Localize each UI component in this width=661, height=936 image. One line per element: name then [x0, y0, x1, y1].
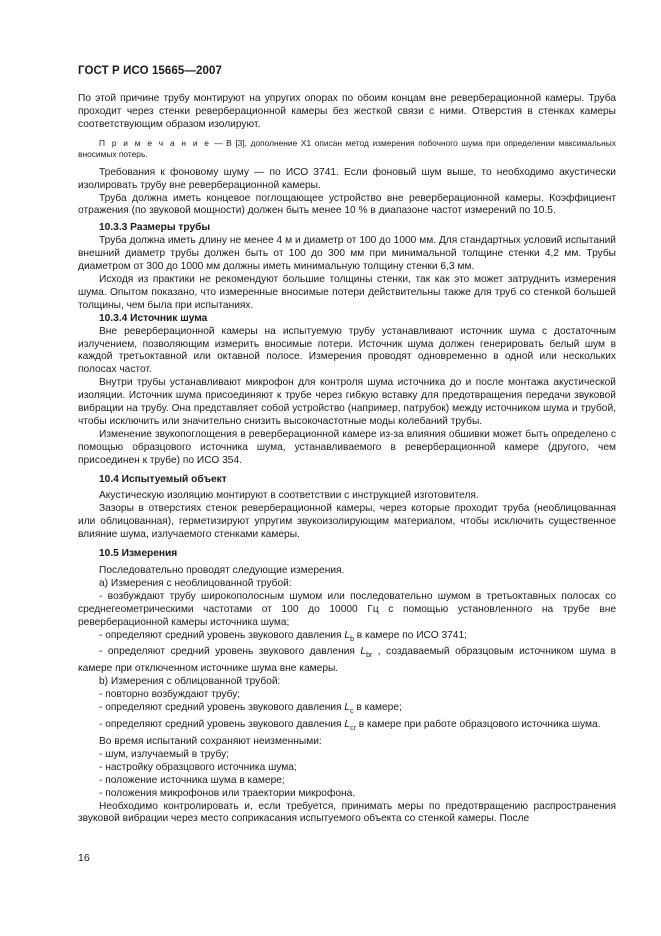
- list-item: - положение источника шума в камере;: [99, 774, 285, 786]
- paragraph: Необходимо контролировать и, если требуется, принимать меры по предотвращению распространения звуковой вибрации через место соприкасания испытуемого объекта со стенкой камеры. После: [78, 800, 616, 825]
- paragraph: По этой причине трубу монтируют на упругих опорах по обоим концам вне реверберационной камеры. Труба проходит через стенки реверберационной камеры без жесткой связи с ними. Отверстия в стенках камеры соответствующим образом изолируют.: [78, 93, 616, 130]
- list-item: - определяют средний уровень звукового давления $L_b$ в камере по ИСО 3741;: [99, 629, 467, 643]
- paragraph: Вне реверберационной камеры на испытуемую трубу устанавливают источник шума с достаточным излучением, позволяющим измерить вносимые потери. Источник шума должен генерировать белый шум в каждой третьоктавной или октавной полосе. Измерения проводят одновременно в одной или нескольких полосах частот.: [78, 325, 616, 376]
- paragraph: Исходя из практики не рекомендуют большие толщины стенки, так как это может затруднить измерения шума. Опытом показано, что измеренные вносимые потери действительны также для труб со стенкой большей толщины, чем была при испытаниях.: [78, 273, 616, 311]
- list-item: - шум, излучаемый в трубу;: [99, 748, 230, 760]
- list-item: - определяют средний уровень звукового давления $L_{br}$ , создаваемый образцовым источником шума в камере при отключенном источнике шума вне камеры.: [78, 646, 616, 675]
- paragraph: Зазоры в отверстиях стенок реверберационной камеры, через которые проходит труба (необлицованная или облицованная), герметизируют упругим звукоизолирующим материалом, чтобы исключить существенное влияние шума, излучаемого стенками камеры.: [78, 503, 616, 541]
- page-title: ГОСТ Р ИСО 15665—2007: [78, 65, 223, 77]
- list-item: - настройку образцового источника шума;: [99, 761, 297, 773]
- page-number: 16: [78, 852, 90, 864]
- section-heading: 10.3.3 Размеры трубы: [99, 222, 211, 234]
- section-heading: 10.5 Измерения: [99, 548, 178, 560]
- note: [78, 138, 616, 160]
- list-item: - повторно возбуждают трубу;: [99, 689, 241, 701]
- section-heading: 10.4 Испытуемый объект: [99, 473, 227, 485]
- note-text: — В [3], дополнение Х1 описан метод измерения побочного шума при определении максимальных вносимых потерь.: [78, 137, 616, 159]
- note-label: П р и м е ч а н и е: [99, 137, 211, 148]
- paragraph: Акустическую изоляцию монтируют в соответствии с инструкцией изготовителя.: [99, 490, 479, 502]
- list-item: - определяют средний уровень звукового давления $L_c$ в камере;: [99, 702, 402, 716]
- list-item: - положения микрофонов или траектории микрофона.: [99, 787, 356, 799]
- paragraph: Требования к фоновому шуму — по ИСО 3741. Если фоновый шум выше, то необходимо акустически изолировать трубу вне реверберационной камеры.: [78, 166, 616, 191]
- paragraph: Труба должна иметь длину не менее 4 м и диаметр от 100 до 1000 мм. Для стандартных условий испытаний внешний диаметр трубы должен быть от 100 до 300 мм при минимальной толщине стенки 4,2 мм. Трубы диаметром от 300 до 1000 мм должны иметь минимальную толщину стенки 6,3 мм.: [78, 235, 616, 273]
- paragraph: Во время испытаний сохраняют неизменными:: [99, 736, 322, 747]
- paragraph: Внутри трубы устанавливают микрофон для контроля шума источника до и после монтажа акустической изоляции. Источник шума присоединяют к трубе через гибкую вставку для предотвращения передачи звуковой вибрации на трубу. Она представляет собой устройство (например, патрубок) между источником шума и трубой, чтобы исключить или значительно снизить высокочастотные моды колебаний трубы.: [78, 377, 616, 427]
- paragraph: Труба должна иметь концевое поглощающее устройство вне реверберационной камеры. Коэффициент отражения (по звуковой мощности) должен быть менее 10 % в диапазоне частот измерений по 10.5.: [78, 192, 616, 217]
- section-heading: 10.3.4 Источник шума: [99, 312, 208, 324]
- paragraph: Последовательно проводят следующие измерения.: [99, 565, 345, 576]
- document-body: [78, 93, 616, 826]
- paragraph: Изменение звукопоглощения в реверберационной камере из-за влияния обшивки может быть определено с помощью образцового источника шума, устанавливаемого в реверберационной камере (другого, чем присоединен к трубе) по ИСО 354.: [78, 428, 616, 466]
- list-item: a) Измерения с необлицованной трубой:: [99, 577, 292, 589]
- list-item: - определяют средний уровень звукового давления $L_{cr}$ в камере при работе образцового источника шума.: [99, 719, 601, 733]
- list-item: b) Измерения с облицованной трубой:: [99, 676, 281, 688]
- list-item: - возбуждают трубу широкополосным шумом или последовательно шумом в третьоктавных полосах со среднегеометрическими частотами от 100 до 10000 Гц с помощью установленного на трубе вне реверберационной камеры источника шума;: [78, 590, 616, 628]
